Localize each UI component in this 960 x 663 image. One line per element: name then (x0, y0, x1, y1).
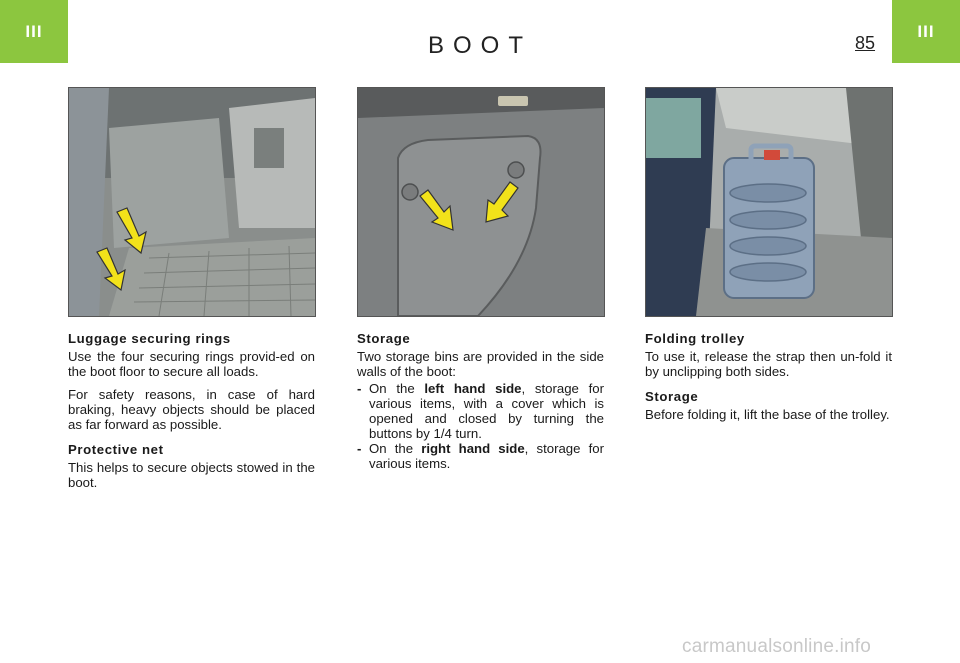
heading-luggage-rings: Luggage securing rings (68, 331, 231, 346)
list-item-text: , storage for various items, with a cover which is opened and closed by turning the buttons by 1/4 turn. (369, 381, 604, 441)
list-item-prefix: On the (369, 381, 425, 396)
heading-storage: Storage (357, 331, 411, 346)
paragraph-storage-intro: Two storage bins are provided in the side walls of the boot: (357, 349, 604, 379)
watermark: carmanualsonline.info (682, 636, 872, 657)
paragraph-safety: For safety reasons, in case of hard braking, heavy objects should be placed as far forward as possible. (68, 387, 315, 432)
list-item-emphasis: right hand side (421, 441, 525, 456)
column-storage (357, 331, 604, 471)
luggage-rings-photo (68, 87, 316, 317)
storage-list (357, 381, 604, 471)
list-item-right-side (357, 441, 604, 471)
paragraph-rings-use: Use the four securing rings provid-ed on the boot floor to secure all loads. (68, 349, 315, 379)
paragraph-trolley-storage: Before folding it, lift the base of the trolley. (645, 407, 890, 422)
list-item-emphasis: left hand side (424, 381, 522, 396)
folding-trolley-photo (645, 87, 893, 317)
paragraph-trolley-use: To use it, release the strap then un-fold it by unclipping both sides. (645, 349, 892, 379)
heading-folding-trolley: Folding trolley (645, 331, 745, 346)
page-title: BOOT (427, 32, 532, 59)
list-item-prefix: On the (369, 441, 422, 456)
storage-bin-photo (357, 87, 605, 317)
paragraph-net: This helps to secure objects stowed in the boot. (68, 460, 315, 490)
list-dash: - (357, 381, 362, 396)
column-folding-trolley (645, 331, 892, 430)
heading-trolley-storage: Storage (645, 389, 699, 404)
list-item-left-side (357, 381, 604, 441)
heading-protective-net: Protective net (68, 442, 164, 457)
chapter-tab-left: III (0, 0, 68, 63)
column-luggage-rings (68, 331, 315, 498)
chapter-tab-right: III (892, 0, 960, 63)
page-number: 85 (855, 33, 876, 53)
list-item-text: , storage for various items. (369, 441, 604, 471)
list-dash: - (357, 441, 362, 456)
